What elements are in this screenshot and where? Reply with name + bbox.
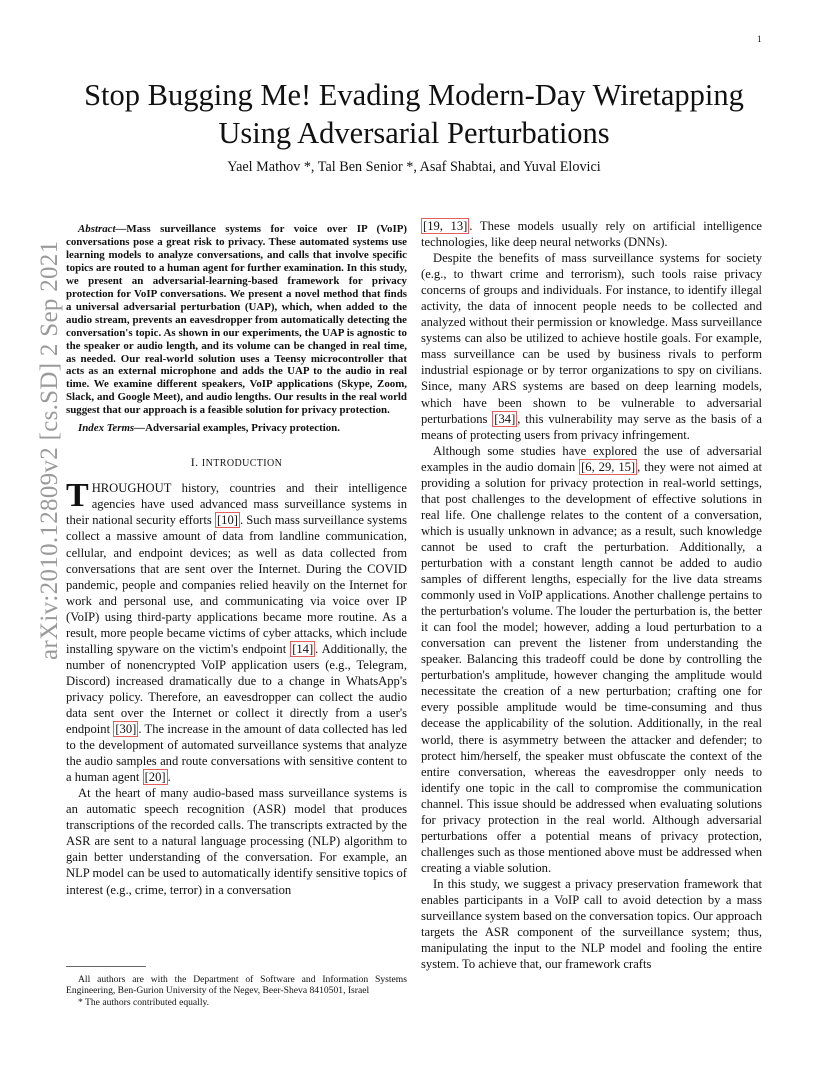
- left-column: [66, 223, 407, 898]
- body-text: Although some studies have explored the use of adversarial examples in the audio domain: [421, 443, 762, 474]
- dropcap: T: [66, 477, 89, 515]
- section-number: I.: [190, 455, 202, 470]
- right-paragraph-2: [421, 250, 762, 443]
- citation-link[interactable]: [30]: [115, 722, 137, 737]
- intro-text: . Such mass surveillance systems collect a massive amount of data from landline communication, cellular, and endpoint devices; as well as data collected from conversations that are sent over the Internet. During the COVID pandemic, people and companies relied heavily on the Internet for work and personal use, and communicating via voice over IP (VoIP) using third-party applications became more routine. As a result, more people became victims of cyber attacks, which include installing spyware on the victim's endpoint: [66, 513, 408, 656]
- citation-link[interactable]: [19, 13]: [423, 219, 468, 233]
- section-title: INTRODUCTION: [201, 458, 283, 470]
- abstract-text: Mass surveillance systems for voice over IP (VoIP) conversations pose a great risk to privacy. These automated systems use learning models to analyze conversations, and calls that involve specific topics are routed to a human agent for further examination. In this study, we present an adversarial-learning-based framework for privacy protection for VoIP conversations. We present a novel method that finds a universal adversarial perturbation (UAP), which, when added to the audio stream, prevents an eavesdropper from automatically detecting the conversation's topic. As shown in our experiments, the UAP is agnostic to the speaker or audio length, and its volume can be changed in real time, as needed. Our real-world solution uses a Teensy microcontroller that acts as an external microphone and adds the UAP to the audio in real time. We examine different speakers, VoIP applications (Skype, Zoom, Slack, and Google Meet), and audio lengths. Our results in the real world suggest that our approach is a feasible solution for privacy protection.: [66, 223, 407, 417]
- abstract-lead: Abstract—: [78, 223, 127, 235]
- arxiv-stamp-text: arXiv:2010.12809v2 [cs.SD] 2 Sep 2021: [36, 240, 63, 660]
- paper-title: Stop Bugging Me! Evading Modern-Day Wiretapping Using Adversarial Perturbations: [84, 78, 744, 150]
- citation-link[interactable]: [6, 29, 15]: [581, 459, 636, 474]
- page-number: 1: [757, 34, 762, 44]
- citation-link[interactable]: [20]: [144, 770, 166, 785]
- body-text: . These models usually rely on artificial intelligence technologies, like deep neural networks (DNNs).: [421, 219, 762, 250]
- authors: Yael Mathov *, Tal Ben Senior *, Asaf Shabtai, and Yuval Elovici: [227, 159, 601, 175]
- body-text: , they were not aimed at providing a solution for privacy protection in real-world settings, that post challenges to the development of effective solutions in real life. One challenge relates to the content of a conversation, which is usually unknown in advance; as a result, such knowledge cannot be used to craft the perturbation. Additionally, a perturbation with a constant length cannot be added to audio samples of different lengths, especially for the live data streams commonly used in VoIP applications. Another challenge pertains to the perturbation's volume. The louder the perturbation is, the better it can fool the model; however, adding a loud perturbation to a conversation can prevent the listener from understanding the speaker. Balancing this tradeoff could be done by controlling the perturbation's amplitude, however changing the amplitude would necessitate the creation of a new perturbation; crafting one for every possible amplitude would be time-consuming and thus decease the applicability of the solution. Additionally, in the real world, there is asymmetry between the attacker and defender; to protect him/herself, the speaker must obfuscate the context of the entire conversation, whereas the eavesdropper only needs to identify one topic in the call to compromise the communication channel. This issue should be addressed when evaluating solutions for privacy protection in the real world. Although adversarial perturbations offer a potential means of privacy protection, challenges such as those mentioned above must be addressed when creating a viable solution.: [421, 459, 762, 875]
- index-terms-lead: Index Terms—: [78, 422, 146, 435]
- citation-link[interactable]: [10]: [216, 513, 238, 528]
- footnote-equal-contribution: * The authors contributed equally.: [78, 996, 210, 1008]
- footnote-rule: [66, 966, 146, 967]
- intro-paragraph-2: At the heart of many audio-based mass surveillance systems is an automatic speech recognition (ASR) model that produces transcriptions of the recorded calls. The transcripts extracted by the ASR are sent to a natural language processing (NLP) algorithm to gain better understanding of the conversation. For example, an NLP model can be used to automatically identify sensitive topics of interest (e.g., crime, terror) in a conversation: [66, 786, 407, 897]
- intro-text: .: [167, 770, 171, 785]
- right-column: [421, 218, 762, 972]
- index-terms-text: Adversarial examples, Privacy protection.: [145, 422, 340, 435]
- citation-link[interactable]: [14]: [292, 641, 314, 656]
- right-paragraph-3: [421, 443, 762, 876]
- intro-paragraph-1: [66, 477, 408, 785]
- abstract: [66, 223, 407, 417]
- footnotes: [66, 974, 407, 1008]
- intro-text: HROUGHOUT history, countries and their intelligence agencies have used advanced mass surveillance systems in their national security efforts: [66, 481, 407, 528]
- intro-text: . The increase in the amount of data collected has led to the development of automated surveillance systems that analyze the audio samples and route conversations with sensitive content to a human agent: [66, 722, 407, 785]
- citation-link[interactable]: [34]: [494, 411, 516, 426]
- footnote-affiliation: All authors are with the Department of Software and Information Systems Engineering, Ben-Gurion University of the Negev, Beer-Sheva 8410501, Israel: [66, 974, 407, 997]
- right-paragraph-4: In this study, we suggest a privacy preservation framework that enables participants in a VoIP call to avoid detection by a mass surveillance system based on the conversation topics. Our approach targets the ASR component of the surveillance system; thus, manipulating the input to the NLP model and fooling the entire system. To achieve that, our framework crafts: [421, 876, 762, 972]
- body-text: , this vulnerability may serve as the basis of a means of protecting users from privacy infringement.: [421, 411, 762, 442]
- index-terms: [66, 422, 407, 435]
- section-heading: [66, 454, 407, 472]
- right-paragraph-1: [421, 218, 762, 250]
- intro-text: . Additionally, the number of nonencrypted VoIP application users (e.g., Telegram, Discord) increased dramatically due to a change in WhatsApp's privacy policy. Therefore, an eavesdropper can collect the audio data sent over the Internet or collect it directly from a user's endpoint: [66, 641, 407, 737]
- body-text: Despite the benefits of mass surveillance systems for society (e.g., to thwart crime and terrorism), such tools raise privacy concerns of groups and individuals. For instance, to identify illegal activity, the data of innocent people needs to be collected and analyzed without their permission or knowledge. Mass surveillance systems can also be utilized to achieve hostile goals. For example, mass surveillance can be used by business rivals to perform industrial espionage or by terror organizations to spy on civilians. Since, many ARS systems are based on deep learning models, which have been shown to be vulnerable to adversarial perturbations: [421, 251, 762, 426]
